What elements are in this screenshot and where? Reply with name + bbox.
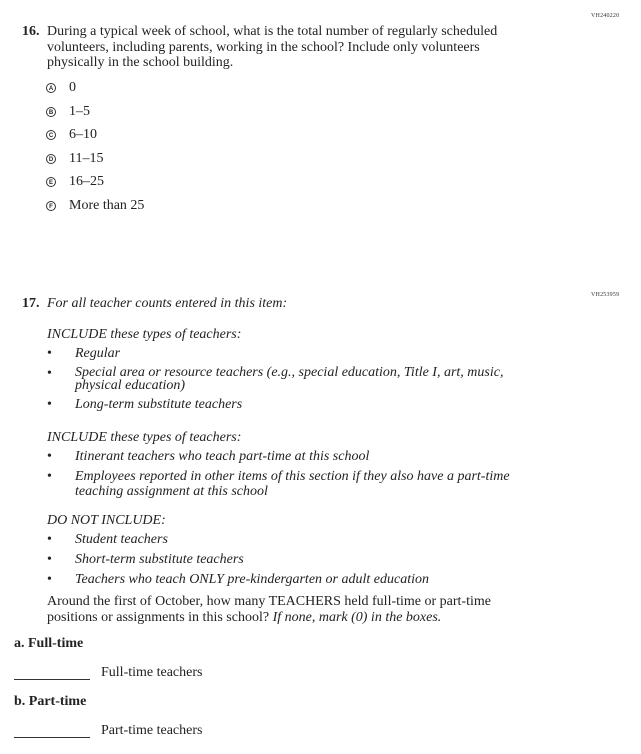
option-label: 11–15 — [69, 150, 104, 166]
full-time-input[interactable] — [14, 679, 90, 680]
option-f[interactable] — [46, 197, 144, 215]
option-label: 6–10 — [69, 127, 97, 143]
question-text-17 — [47, 594, 527, 625]
part-time-input[interactable] — [14, 737, 90, 738]
item-code-16: VH240220 — [591, 13, 620, 19]
part-b-label: b. Part-time — [14, 694, 87, 709]
option-d[interactable] — [46, 150, 144, 168]
radio-bubble-f[interactable]: F — [46, 201, 56, 211]
question-number-17: 17. — [22, 296, 40, 311]
options-16 — [46, 79, 144, 215]
include-heading-2: INCLUDE these types of teachers: — [47, 430, 242, 445]
part-time-field-label: Part-time teachers — [101, 723, 203, 738]
radio-bubble-c[interactable]: C — [46, 130, 56, 140]
list-item: • Long-term substitute teachers — [47, 397, 243, 412]
option-label: 1–5 — [69, 103, 90, 119]
include-list-1 — [47, 346, 545, 412]
list-item: • Teachers who teach ONLY pre-kindergarten or adult education — [47, 572, 429, 587]
option-b[interactable] — [46, 103, 144, 121]
include-list-2 — [47, 449, 545, 499]
part-a-label: a. Full-time — [14, 636, 84, 651]
full-time-field-label: Full-time teachers — [101, 665, 203, 680]
question-text-16: During a typical week of school, what is the total number of regularly scheduled volunteers, including parents, working in the school? Include only volunteers physically in the school building. — [47, 24, 498, 70]
question-intro-17: For all teacher counts entered in this item: — [47, 296, 288, 311]
include-heading-1: INCLUDE these types of teachers: — [47, 327, 242, 342]
list-item: • Special area or resource teachers (e.g., special education, Title I, art, music, physical education) — [47, 365, 504, 393]
exclude-heading: DO NOT INCLUDE: — [47, 513, 166, 528]
option-c[interactable] — [46, 126, 144, 144]
option-label: More than 25 — [69, 197, 145, 213]
list-item: • Regular — [47, 346, 121, 361]
option-label: 0 — [69, 80, 76, 95]
list-item: • Student teachers — [47, 532, 168, 547]
list-item: • Itinerant teachers who teach part-time at this school — [47, 449, 370, 464]
option-a[interactable] — [46, 79, 144, 97]
question-number-16: 16. — [22, 24, 40, 39]
exclude-list — [47, 532, 545, 587]
radio-bubble-d[interactable]: D — [46, 154, 56, 164]
radio-bubble-b[interactable]: B — [46, 107, 56, 117]
option-e[interactable] — [46, 173, 144, 191]
radio-bubble-a[interactable]: A — [46, 83, 56, 93]
option-label: 16–25 — [69, 174, 104, 190]
item-code-17: VH253959 — [591, 292, 620, 298]
list-item: • Employees reported in other items of this section if they also have a part-time teaching assignment at this school — [47, 469, 510, 499]
list-item: • Short-term substitute teachers — [47, 552, 244, 567]
radio-bubble-e[interactable]: E — [46, 177, 56, 187]
question-instruction: If none, mark (0) in the boxes. — [272, 609, 442, 625]
question-main: Around the first of October, how many TEACHERS held full-time or part-time positions or assignments in this school? — [47, 594, 491, 625]
